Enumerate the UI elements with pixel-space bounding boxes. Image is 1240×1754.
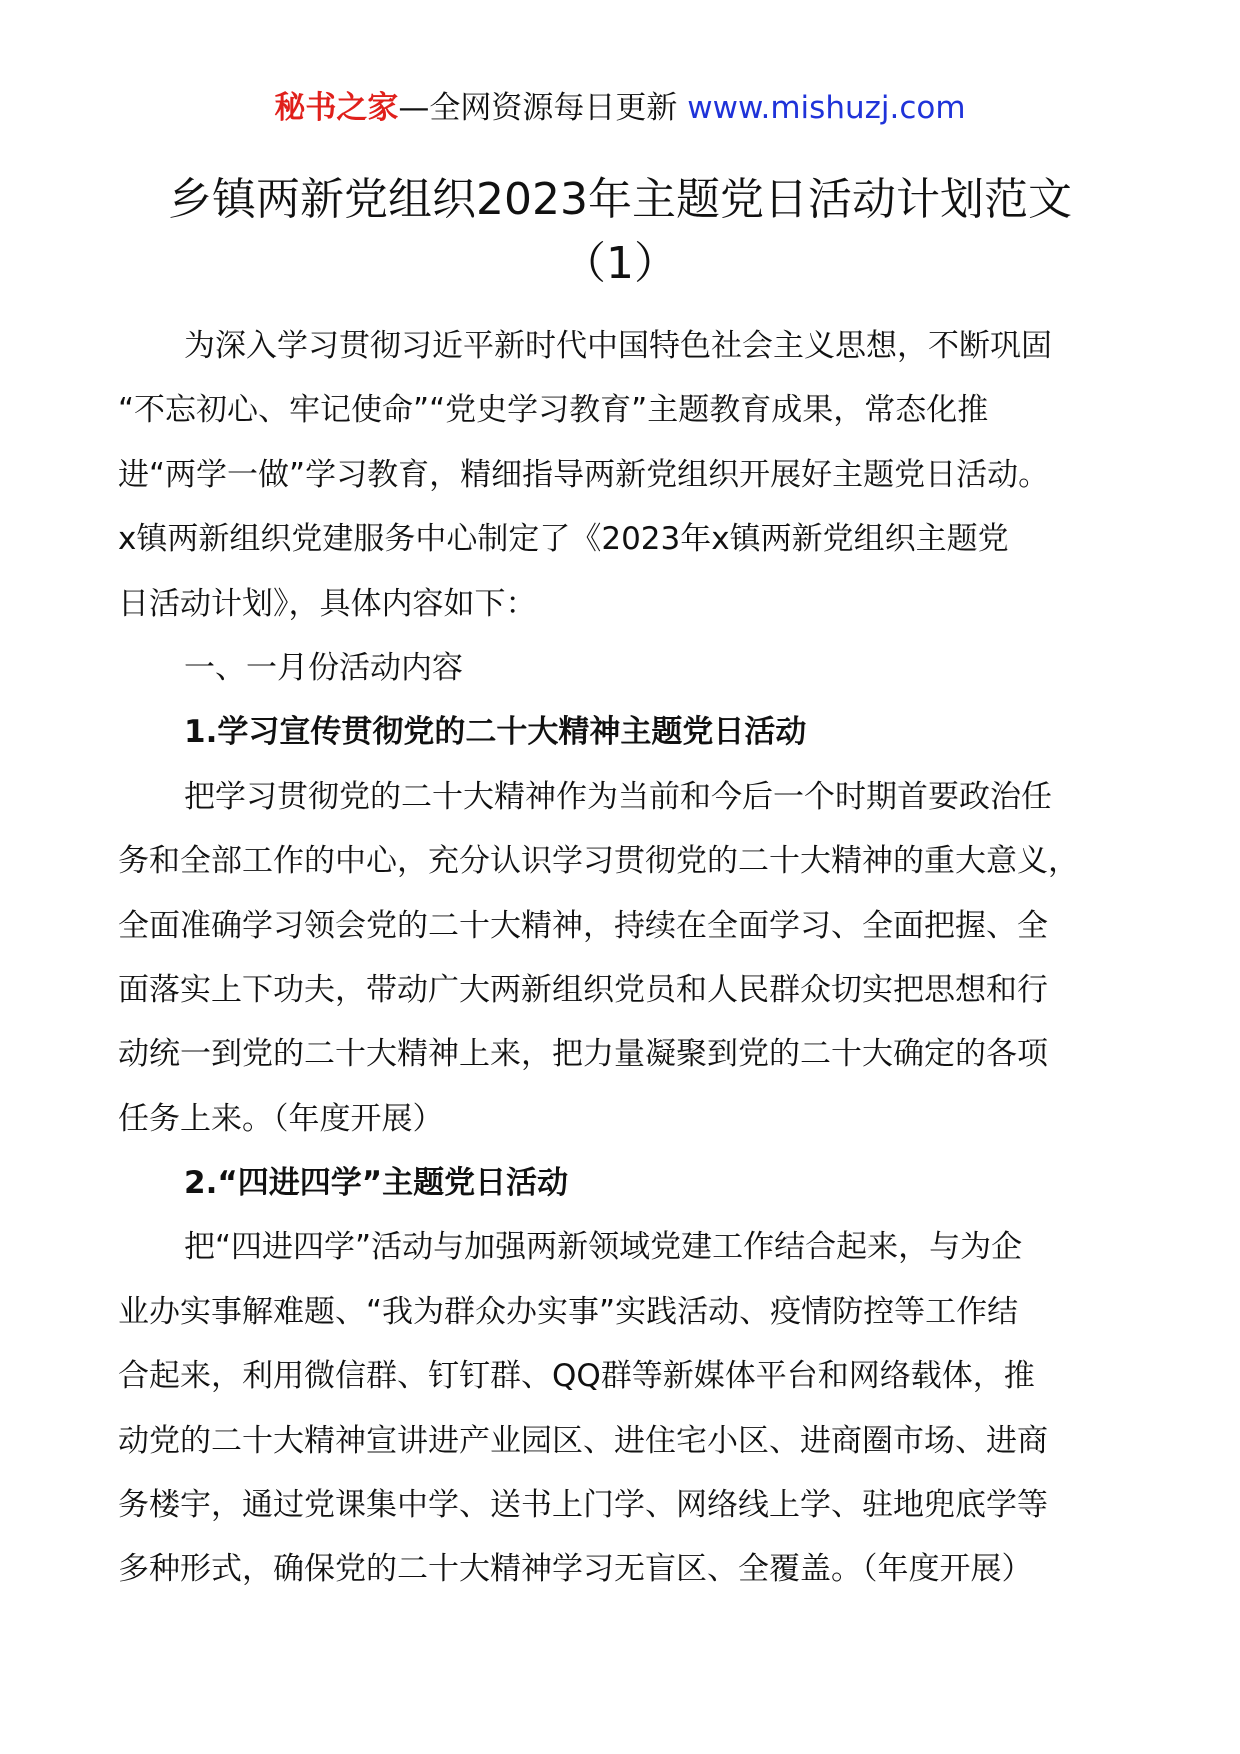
document-body (118, 314, 1138, 1602)
document-title-line-1: 乡镇两新党组织2023年主题党日活动计划范文 (168, 174, 1072, 225)
document-title (0, 168, 1240, 296)
paragraph-line: 业办实事解难题、“我为群众办实事”实践活动、疫情防控等工作结 (118, 1293, 1019, 1330)
paragraph-line: 全面准确学习领会党的二十大精神，持续在全面学习、全面把握、全 (118, 907, 1048, 944)
site-tagline: —全网资源每日更新 (398, 90, 678, 126)
section-heading: 一、一月份活动内容 (184, 649, 463, 686)
paragraph-line: 务楼宇，通过党课集中学、送书上门学、网络线上学、驻地兜底学等 (118, 1487, 1048, 1524)
paragraph-line: 合起来，利用微信群、钉钉群、QQ群等新媒体平台和网络载体，推 (118, 1358, 1035, 1395)
paragraph-line: 务和全部工作的中心，充分认识学习贯彻党的二十大精神的重大意义， (118, 843, 1079, 880)
paragraph-line: 日活动计划》，具体内容如下： (118, 585, 537, 622)
site-header (0, 88, 1240, 128)
paragraph-line: 把学习贯彻党的二十大精神作为当前和今后一个时期首要政治任 (184, 778, 1052, 815)
paragraph-line: 面落实上下功夫，带动广大两新组织党员和人民群众切实把思想和行 (118, 971, 1048, 1008)
paragraph-line: 多种形式，确保党的二十大精神学习无盲区、全覆盖。（年度开展） (118, 1551, 1033, 1588)
site-name: 秘书之家 (274, 90, 399, 126)
paragraph-line: “不忘初心、牢记使命”“党史学习教育”主题教育成果，常态化推 (118, 392, 989, 429)
subsection-heading: 2.“四进四学”主题党日活动 (184, 1165, 569, 1202)
paragraph-line: 任务上来。（年度开展） (118, 1100, 444, 1137)
paragraph-line: 动统一到党的二十大精神上来，把力量凝聚到党的二十大确定的各项 (118, 1036, 1048, 1073)
paragraph-line: 把“四进四学”活动与加强两新领域党建工作结合起来，与为企 (184, 1229, 1023, 1266)
site-url-link[interactable]: www.mishuzj.com (687, 90, 966, 126)
paragraph-line: 为深入学习贯彻习近平新时代中国特色社会主义思想，不断巩固 (184, 328, 1052, 364)
paragraph-line: 进“两学一做”学习教育，精细指导两新党组织开展好主题党日活动。 (118, 456, 1050, 493)
subsection-heading: 1.学习宣传贯彻党的二十大精神主题党日活动 (184, 714, 807, 751)
paragraph-line: 动党的二十大精神宣讲进产业园区、进住宅小区、进商圈市场、进商 (118, 1422, 1048, 1459)
document-title-line-2: （1） (562, 238, 678, 289)
paragraph-line: x镇两新组织党建服务中心制定了《2023年x镇两新党组织主题党 (118, 521, 1009, 558)
